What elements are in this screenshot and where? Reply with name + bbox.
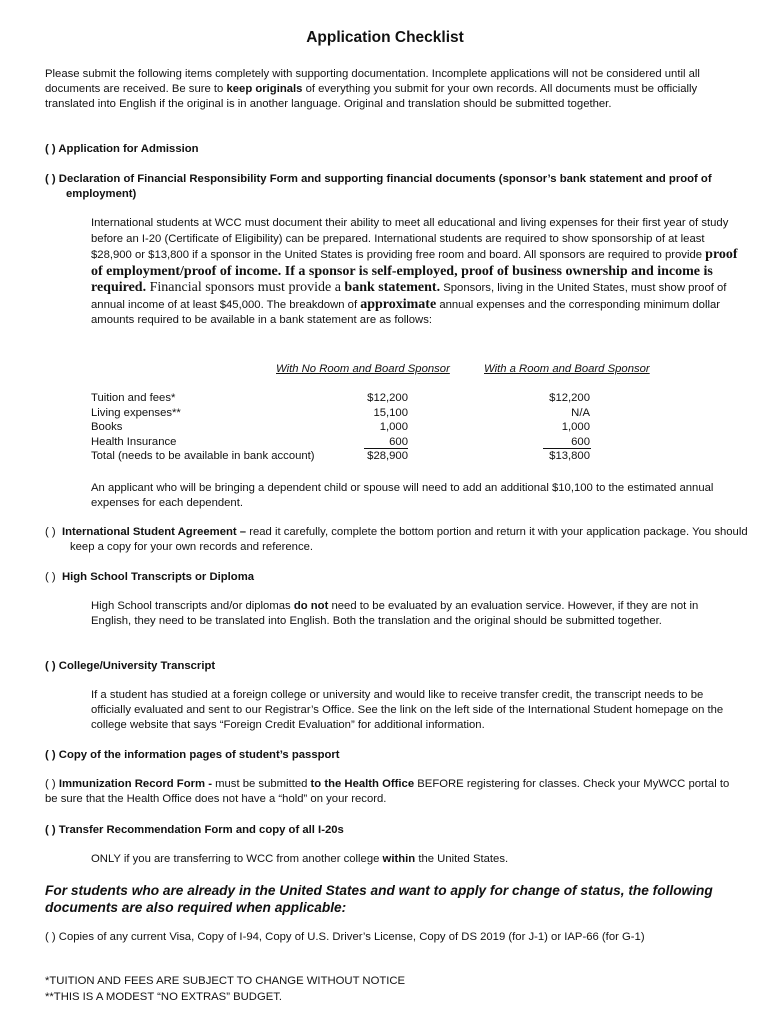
table-header-with-sponsor: With a Room and Board Sponsor: [484, 363, 650, 375]
table-cell: $13,800: [549, 450, 590, 462]
item-application-admission: ( ) Application for Admission: [45, 143, 199, 155]
table-row: Total (needs to be available in bank account): [91, 450, 315, 462]
item-financial-declaration: ( ) Declaration of Financial Responsibility Form and supporting financial documents (sponsor’s bank statement and proof of employment): [45, 173, 712, 200]
table-cell: 1,000: [379, 421, 408, 433]
expense-table-col2: [510, 391, 590, 464]
table-cell: 15,100: [373, 406, 408, 419]
subtotal-rule-col1: [364, 448, 408, 449]
item-passport-copy: ( ) Copy of the information pages of student’s passport: [45, 749, 340, 761]
footnote-tuition: *TUITION AND FEES ARE SUBJECT TO CHANGE WITHOUT NOTICE: [45, 975, 406, 987]
item-high-school-transcripts: ( ) High School Transcripts or Diploma: [45, 571, 255, 583]
table-cell: $12,200: [367, 392, 408, 404]
intro-paragraph: Please submit the following items completely with supporting documentation. Incomplete applications will not be considered until all documents are received. Be sure to keep originals of everything you submit for your own records. All documents must be officially translated into English if the original is in another language. Original and translation should be submitted together.: [45, 68, 700, 110]
expense-table-col1: [330, 391, 408, 464]
item-immunization-record: ( ) Immunization Record Form - must be submitted to the Health Office BEFORE registering for classes. Check your MyWCC portal to be sure that the Health Office does not have a “hold” on your record.: [45, 778, 730, 805]
subtotal-rule-col2: [543, 448, 591, 449]
item-copies-documents: ( ) Copies of any current Visa, Copy of I-94, Copy of U.S. Driver’s License, Copy of DS 2019 (for J-1) or IAP-66 (for G-1): [45, 931, 645, 943]
table-cell: 600: [389, 435, 408, 448]
change-status-heading: For students who are already in the United States and want to apply for change of status, the following documents are also required when applicable:: [45, 883, 713, 915]
item-college-transcript: ( ) College/University Transcript: [45, 660, 216, 672]
table-cell: 600: [571, 435, 590, 448]
item-transfer-recommendation: ( ) Transfer Recommendation Form and copy of all I-20s: [45, 824, 344, 836]
table-cell: $28,900: [367, 450, 408, 462]
footnote-budget: **THIS IS A MODEST “NO EXTRAS” BUDGET.: [45, 991, 283, 1003]
financial-detail: International students at WCC must document their ability to meet all educational and living expenses for their first year of study before an I-20 (Certificate of Eligibility) can be prepared. International students are required to show sponsorship of at least $28,900 or $13,800 if a sponsor in the United States is providing free room and board. All sponsors are required to provide proof of employment/proof of income. If a sponsor is self-employed, proof of business ownership and income is required. Financial sponsors must provide a bank statement. Sponsors, living in the United States, must show proof of annual income of at least $45,000. The breakdown of approximate annual expenses and the corresponding minimum dollar amounts required to be available in a bank statement are as follows:: [91, 217, 738, 326]
table-row: Books: [91, 421, 123, 433]
table-row: Health Insurance: [91, 435, 177, 448]
table-cell: 1,000: [561, 421, 590, 433]
table-cell: $12,200: [549, 392, 590, 404]
table-cell: N/A: [571, 406, 590, 419]
table-row: Tuition and fees*: [91, 392, 176, 404]
table-row: Living expenses**: [91, 406, 181, 419]
page-title: Application Checklist: [306, 29, 464, 46]
transfer-detail: ONLY if you are transferring to WCC from another college within the United States.: [91, 853, 509, 865]
item-international-agreement: ( ) International Student Agreement – read it carefully, complete the bottom portion and return it with your application package. You should keep a copy for your own records and reference.: [45, 526, 748, 553]
transcripts-detail: High School transcripts and/or diplomas do not need to be evaluated by an evaluation service. However, if they are not in English, they need to be translated into English. Both the translation and the original should be submitted together.: [91, 600, 699, 627]
expense-table-labels: [91, 391, 351, 464]
college-detail: If a student has studied at a foreign college or university and would like to receive transfer credit, the transcript needs to be officially evaluated and sent to our Registrar’s Office. See the link on the left side of the International Student homepage on the college website that says “Foreign Credit Evaluation” for additional information.: [91, 689, 724, 731]
dependent-note: An applicant who will be bringing a dependent child or spouse will need to add an additional $10,100 to the estimated annual expenses for each dependent.: [91, 482, 714, 509]
table-header-no-sponsor: With No Room and Board Sponsor: [276, 363, 450, 375]
